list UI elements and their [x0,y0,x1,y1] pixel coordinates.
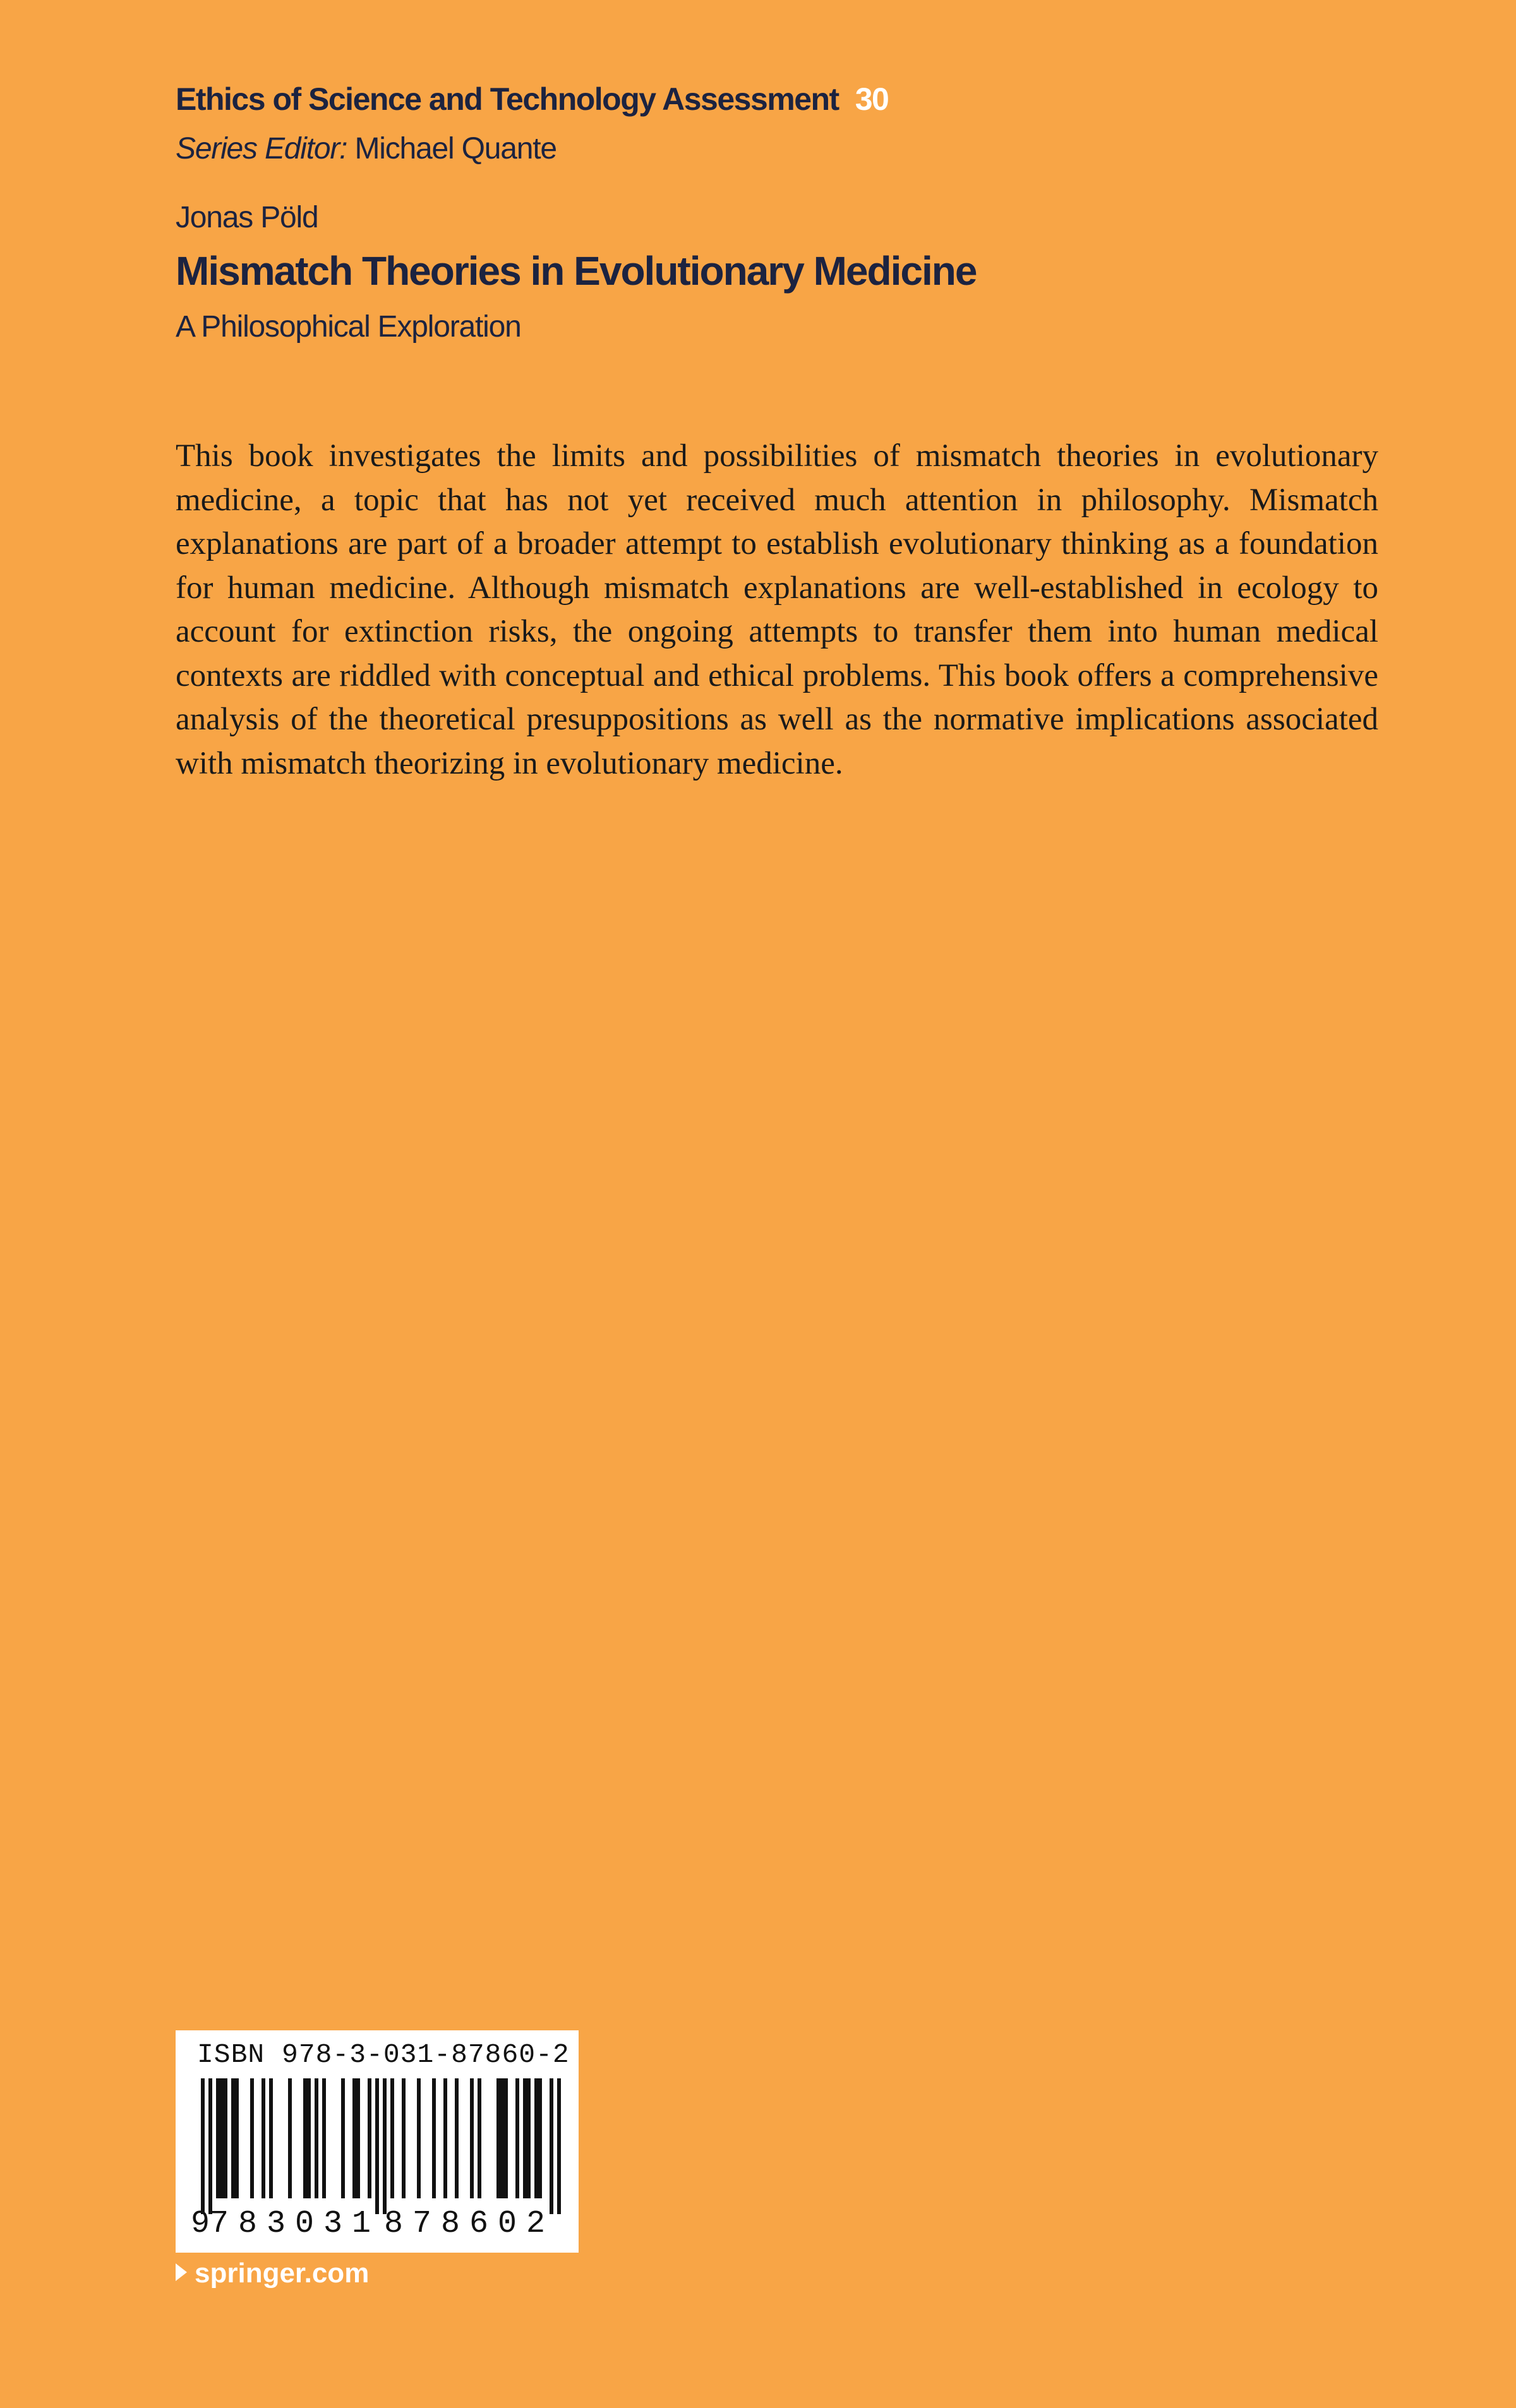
barcode-bar [220,2078,224,2198]
barcode-bar [550,2078,553,2214]
book-title: Mismatch Theories in Evolutionary Medicine [176,248,977,294]
barcode-bar [504,2078,508,2198]
barcode-bar [288,2078,292,2198]
barcode-bar [352,2078,356,2198]
series-editor-label: Series Editor: [176,132,347,165]
barcode-bar [523,2078,527,2198]
barcode-bar [432,2078,436,2198]
barcode-bar [224,2078,227,2198]
book-author: Jonas Pöld [176,201,318,234]
barcode-bar [478,2078,481,2198]
barcode-digit-group: 9 [191,2206,210,2242]
series-title: Ethics of Science and Technology Assessment [176,81,839,117]
barcode-bar [368,2078,371,2198]
barcode-bar [383,2078,387,2214]
barcode-digit-group: 783031 [210,2206,381,2242]
barcode-bar [235,2078,239,2198]
barcode-bar [390,2078,394,2198]
barcode-bar [417,2078,421,2198]
barcode-bar [250,2078,254,2198]
barcode-bar [269,2078,273,2198]
barcode-bar [231,2078,235,2198]
barcode-bar [356,2078,360,2198]
isbn-barcode [176,2030,579,2253]
barcode-bar [527,2078,531,2198]
barcode-digit-group: 878602 [384,2206,555,2242]
arrow-right-icon [176,2263,187,2281]
publisher-url: springer.com [195,2258,370,2289]
series-editor-name: Michael Quante [354,132,556,165]
barcode-bar [216,2078,220,2198]
barcode-bar [443,2078,447,2198]
barcode-bar [341,2078,345,2198]
barcode-bar [500,2078,504,2198]
barcode-bar [534,2078,538,2198]
barcode-bar [201,2078,205,2214]
series-heading [176,81,888,117]
book-subtitle: A Philosophical Exploration [176,310,521,344]
barcode-bar [315,2078,318,2198]
book-description: This book investigates the limits and possibilities of mismatch theories in evolutionary medicine, a topic that has not yet received much attention in philosophy. Mismatch explanations are part of a broader attempt to establish evolutionary thinking as a foundation for human medicine. Although mismatch explanations are well-established in ecology to account for extinction risks, the ongoing attempts to transfer them into human medical contexts are riddled with conceptual and ethical problems. This book offers a comprehensive analysis of the theoretical presuppositions as well as the normative implications associated with mismatch theorizing in evolutionary medicine. [176,438,1378,781]
barcode-bar [262,2078,265,2198]
barcode-bar [307,2078,311,2198]
barcode-bar [470,2078,474,2198]
barcode-bar [557,2078,561,2214]
series-editor-line [176,131,556,166]
barcode-bar [303,2078,307,2198]
barcode-bar [515,2078,519,2198]
barcode-bar [538,2078,542,2198]
barcode-bar [455,2078,459,2198]
isbn-number: ISBN 978-3-031-87860-2 [197,2039,570,2070]
barcode-bar [496,2078,500,2198]
barcode-bar [375,2078,379,2214]
barcode-bar [402,2078,406,2198]
series-volume-number: 30 [855,81,889,117]
barcode-bar [208,2078,212,2214]
publisher-link[interactable] [176,2258,369,2289]
barcode-bar [322,2078,326,2198]
